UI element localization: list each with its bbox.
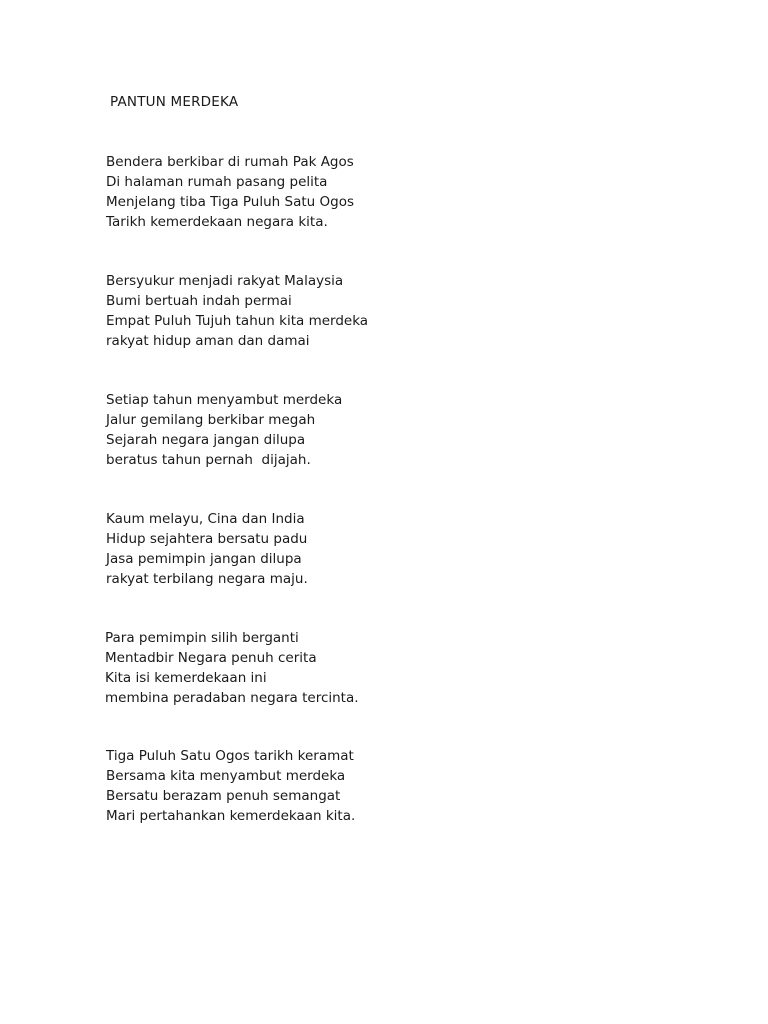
stanza-line: Empat Puluh Tujuh tahun kita merdeka xyxy=(106,313,369,329)
stanza-line: Jalur gemilang berkibar megah xyxy=(106,412,316,428)
stanza-line: Bersatu berazam penuh semangat xyxy=(106,788,341,804)
stanza-5 xyxy=(105,628,359,708)
stanza-6 xyxy=(106,746,355,826)
stanza-line: Sejarah negara jangan dilupa xyxy=(106,432,306,448)
stanza-line: Bersama kita menyambut merdeka xyxy=(106,768,346,784)
stanza-line: Mari pertahankan kemerdekaan kita. xyxy=(106,808,356,824)
stanza-line: Bumi bertuah indah permai xyxy=(106,293,292,309)
stanza-line: membina peradaban negara tercinta. xyxy=(105,690,359,706)
stanza-line: Menjelang tiba Tiga Puluh Satu Ogos xyxy=(106,194,354,210)
stanza-line: Para pemimpin silih berganti xyxy=(105,630,299,646)
stanza-line: Tiga Puluh Satu Ogos tarikh keramat xyxy=(106,748,354,764)
stanza-3 xyxy=(106,390,342,470)
stanza-line: Hidup sejahtera bersatu padu xyxy=(106,531,308,547)
stanza-line: Kaum melayu, Cina dan India xyxy=(106,511,305,527)
stanza-line: Bersyukur menjadi rakyat Malaysia xyxy=(106,273,344,289)
stanza-1 xyxy=(106,152,354,232)
document-title: PANTUN MERDEKA xyxy=(110,94,239,110)
stanza-2 xyxy=(106,271,368,351)
stanza-line: Di halaman rumah pasang pelita xyxy=(106,174,328,190)
stanza-line: Kita isi kemerdekaan ini xyxy=(105,670,267,686)
stanza-line: Bendera berkibar di rumah Pak Agos xyxy=(106,154,354,170)
stanza-4 xyxy=(106,509,308,589)
stanza-line: Mentadbir Negara penuh cerita xyxy=(105,650,317,666)
stanza-line: Tarikh kemerdekaan negara kita. xyxy=(106,214,328,230)
stanza-line: Setiap tahun menyambut merdeka xyxy=(106,392,343,408)
stanza-line: Jasa pemimpin jangan dilupa xyxy=(106,551,302,567)
stanza-line: rakyat terbilang negara maju. xyxy=(106,571,308,587)
stanza-line: rakyat hidup aman dan damai xyxy=(106,333,310,349)
stanza-line: beratus tahun pernah dijajah. xyxy=(106,452,311,468)
